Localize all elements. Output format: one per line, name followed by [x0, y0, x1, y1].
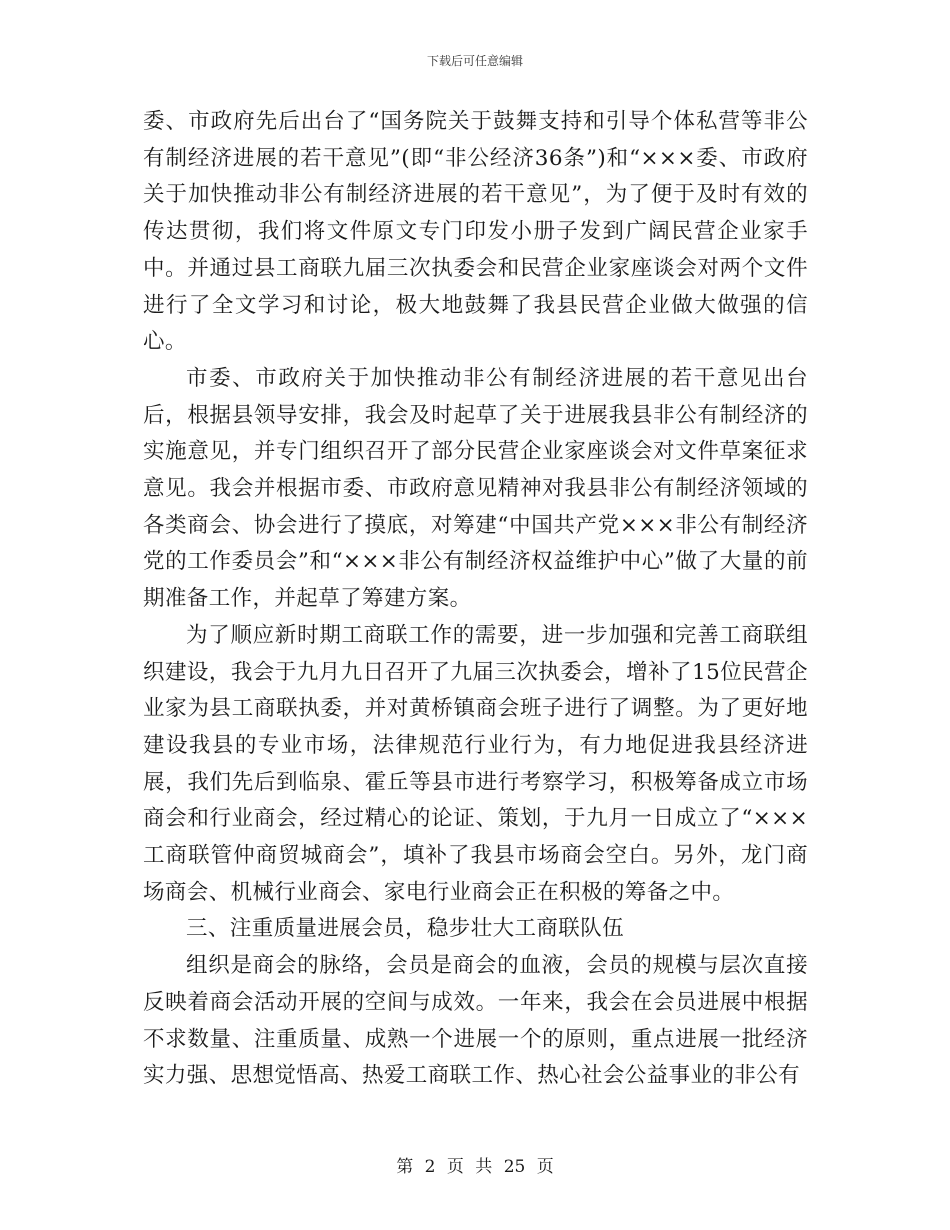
page-header-note: 下载后可任意编辑 — [426, 54, 523, 68]
document-body — [143, 104, 808, 1095]
page-number: 第 2 页 共 25 页 — [396, 1157, 554, 1177]
paragraph-2: 市委、市政府关于加快推动非公有制经济进展的若干意见出台后，根据县领导安排，我会及时起草了关于进展我县非公有制经济的实施意见，并专门组织召开了部分民营企业家座谈会对文件草案征求意见。我会并根据市委、市政府意见精神对我县非公有制经济领域的各类商会、协会进行了摸底，对筹建“中国共产党×××非公有制经济党的工作委员会”和“×××非公有制经济权益维护中心”做了大量的前期准备工作，并起草了筹建方案。 — [143, 365, 808, 612]
paragraph-4: 组织是商会的脉络，会员是商会的血液，会员的规模与层次直接反映着商会活动开展的空间与成效。一年来，我会在会员进展中根据不求数量、注重质量、成熟一个进展一个的原则，重点进展一批经济实力强、思想觉悟高、热爱工商联工作、热心社会公益事业的非公有 — [143, 953, 808, 1089]
paragraph-3: 为了顺应新时期工商联工作的需要，进一步加强和完善工商联组织建设，我会于九月九日召开了九届三次执委会，增补了15位民营企业家为县工商联执委，并对黄桥镇商会班子进行了调整。为了更好地建设我县的专业市场，法律规范行业行为，有力地促进我县经济进展，我们先后到临泉、霍丘等县市进行考察学习，积极筹备成立市场商会和行业商会，经过精心的论证、策划，于九月一日成立了“×××工商联管仲商贸城商会”，填补了我县市场商会空白。另外，龙门商场商会、机械行业商会、家电行业商会正在积极的筹备之中。 — [143, 622, 808, 905]
section-heading: 三、注重质量进展会员，稳步壮大工商联队伍 — [186, 916, 625, 942]
paragraph-1: 委、市政府先后出台了“国务院关于鼓舞支持和引导个体私营等非公有制经济进展的若干意见”(即“非公经济36条”)和“×××委、市政府关于加快推动非公有制经济进展的若干意见”，为了便于及时有效的传达贯彻，我们将文件原文专门印发小册子发到广阔民营企业家手中。并通过县工商联九届三次执委会和民营企业家座谈会对两个文件进行了全文学习和讨论，极大地鼓舞了我县民营企业做大做强的信心。 — [143, 109, 808, 355]
